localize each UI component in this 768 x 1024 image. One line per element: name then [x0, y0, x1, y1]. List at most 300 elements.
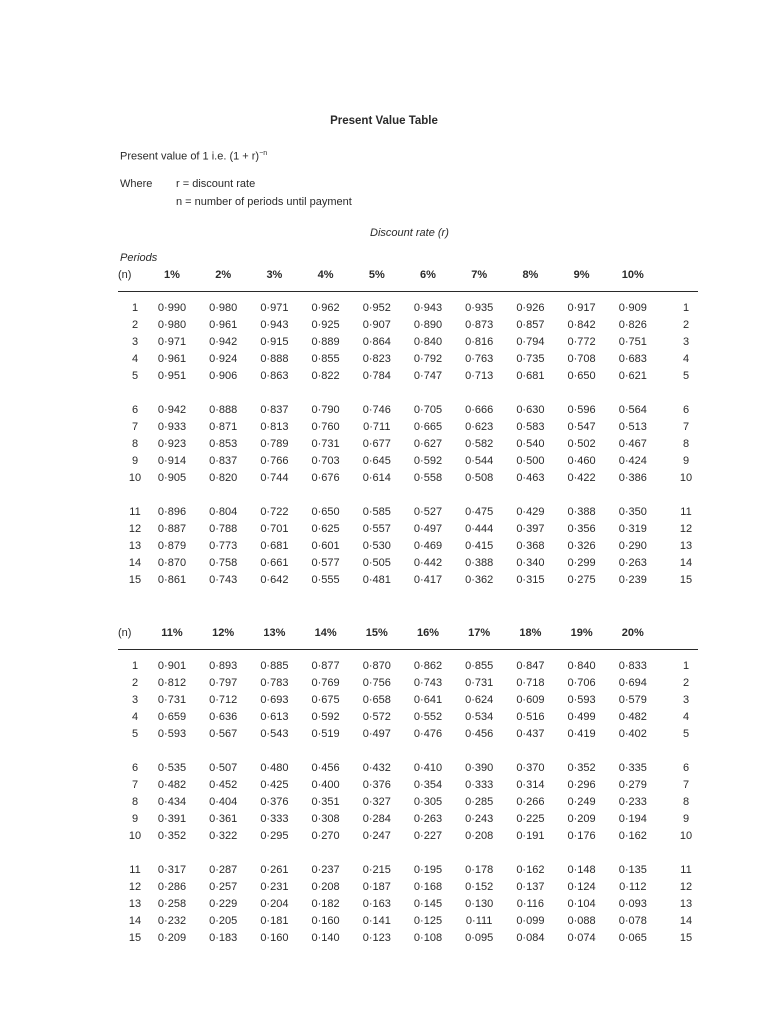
value-cell: 0·772	[567, 336, 596, 348]
period-cell-right: 13	[679, 540, 693, 552]
value-cell: 0·209	[157, 932, 187, 944]
value-cell: 0·666	[465, 404, 494, 416]
table-row	[118, 932, 698, 949]
table-row	[118, 830, 698, 847]
value-cell: 0·837	[209, 455, 238, 467]
table-row	[118, 319, 698, 336]
value-cell: 0·917	[567, 302, 596, 314]
period-cell: 12	[128, 881, 142, 893]
table-row	[118, 404, 698, 421]
table-row	[118, 660, 698, 677]
value-cell: 0·555	[311, 574, 340, 586]
value-cell: 0·152	[465, 881, 494, 893]
value-cell: 0·583	[516, 421, 545, 433]
value-cell: 0·284	[362, 813, 391, 825]
value-cell: 0·296	[567, 779, 596, 791]
value-cell: 0·279	[618, 779, 647, 791]
value-cell: 0·476	[413, 728, 443, 740]
value-cell: 0·661	[260, 557, 289, 569]
value-cell: 0·469	[413, 540, 443, 552]
value-cell: 0·935	[465, 302, 494, 314]
value-cell: 0·592	[413, 455, 443, 467]
value-cell: 0·209	[567, 813, 596, 825]
value-cell: 0·507	[209, 762, 238, 774]
value-cell: 0·402	[618, 728, 647, 740]
table-row	[118, 762, 698, 779]
value-cell: 0·099	[516, 915, 545, 927]
value-cell: 0·642	[260, 574, 289, 586]
period-cell: 6	[131, 762, 139, 774]
value-cell: 0·350	[618, 506, 647, 518]
rate-header: 17%	[468, 627, 491, 639]
table-body	[118, 660, 698, 949]
header-rule	[118, 291, 698, 292]
value-cell: 0·693	[260, 694, 289, 706]
value-cell: 0·437	[516, 728, 545, 740]
value-cell: 0·475	[465, 506, 494, 518]
table-row	[118, 796, 698, 813]
value-cell: 0·909	[618, 302, 647, 314]
rate-header: 15%	[365, 627, 388, 639]
period-cell-right: 14	[679, 557, 693, 569]
period-cell-right: 11	[680, 864, 692, 876]
value-cell: 0·914	[157, 455, 187, 467]
value-cell: 0·601	[311, 540, 340, 552]
value-cell: 0·826	[618, 319, 647, 331]
value-cell: 0·855	[311, 353, 340, 365]
value-cell: 0·677	[362, 438, 391, 450]
value-cell: 0·823	[362, 353, 391, 365]
value-cell: 0·572	[362, 711, 391, 723]
value-cell: 0·424	[618, 455, 647, 467]
value-cell: 0·713	[465, 370, 494, 382]
value-cell: 0·783	[260, 677, 289, 689]
value-cell: 0·614	[362, 472, 391, 484]
period-cell-right: 13	[679, 898, 693, 910]
value-cell: 0·463	[516, 472, 545, 484]
rate-header: 6%	[420, 269, 436, 281]
value-cell: 0·327	[362, 796, 391, 808]
value-cell: 0·442	[413, 557, 443, 569]
value-cell: 0·482	[618, 711, 647, 723]
value-cell: 0·340	[516, 557, 545, 569]
value-cell: 0·564	[618, 404, 647, 416]
value-cell: 0·842	[567, 319, 596, 331]
table-row	[118, 677, 698, 694]
period-cell: 11	[129, 864, 141, 876]
value-cell: 0·243	[465, 813, 494, 825]
value-cell: 0·295	[260, 830, 289, 842]
value-cell: 0·924	[209, 353, 238, 365]
value-cell: 0·694	[618, 677, 647, 689]
period-cell: 8	[131, 438, 139, 450]
value-cell: 0·744	[260, 472, 289, 484]
rate-header: 18%	[519, 627, 542, 639]
value-cell: 0·397	[516, 523, 545, 535]
value-cell: 0·299	[567, 557, 596, 569]
value-cell: 0·888	[209, 404, 238, 416]
period-cell-right: 14	[679, 915, 693, 927]
value-cell: 0·065	[618, 932, 647, 944]
value-cell: 0·263	[618, 557, 647, 569]
value-cell: 0·116	[516, 898, 545, 910]
value-cell: 0·609	[516, 694, 545, 706]
value-cell: 0·879	[157, 540, 187, 552]
value-cell: 0·229	[209, 898, 238, 910]
value-cell: 0·191	[516, 830, 545, 842]
value-cell: 0·896	[157, 506, 187, 518]
value-cell: 0·873	[465, 319, 494, 331]
value-cell: 0·773	[209, 540, 238, 552]
value-cell: 0·870	[362, 660, 391, 672]
rate-header: 13%	[263, 627, 286, 639]
table-row	[118, 574, 698, 591]
value-cell: 0·837	[260, 404, 289, 416]
value-cell: 0·124	[567, 881, 596, 893]
period-cell: 9	[131, 813, 139, 825]
period-cell: 3	[131, 694, 139, 706]
value-cell: 0·804	[209, 506, 238, 518]
value-cell: 0·162	[618, 830, 647, 842]
value-cell: 0·456	[311, 762, 340, 774]
table-row	[118, 336, 698, 353]
value-cell: 0·351	[311, 796, 340, 808]
value-cell: 0·630	[516, 404, 545, 416]
value-cell: 0·731	[311, 438, 340, 450]
value-cell: 0·123	[362, 932, 391, 944]
value-cell: 0·840	[413, 336, 443, 348]
rate-header: 19%	[570, 627, 593, 639]
value-cell: 0·333	[260, 813, 289, 825]
value-cell: 0·104	[567, 898, 596, 910]
value-cell: 0·305	[413, 796, 443, 808]
value-cell: 0·432	[362, 762, 391, 774]
value-cell: 0·915	[260, 336, 289, 348]
value-cell: 0·840	[567, 660, 596, 672]
table-row	[118, 421, 698, 438]
value-cell: 0·816	[465, 336, 494, 348]
rate-header: 12%	[212, 627, 235, 639]
value-cell: 0·263	[413, 813, 443, 825]
table-row	[118, 370, 698, 387]
value-cell: 0·319	[618, 523, 647, 535]
rate-header: 7%	[471, 269, 488, 281]
period-cell: 15	[128, 574, 142, 586]
table-row	[118, 694, 698, 711]
value-cell: 0·980	[157, 319, 187, 331]
value-cell: 0·722	[260, 506, 289, 518]
value-cell: 0·513	[618, 421, 647, 433]
rate-header: 10%	[621, 269, 644, 281]
value-cell: 0·419	[567, 728, 596, 740]
period-cell: 1	[131, 302, 139, 314]
period-cell-right: 7	[682, 421, 690, 433]
value-cell: 0·887	[157, 523, 187, 535]
table-row	[118, 438, 698, 455]
value-cell: 0·467	[618, 438, 647, 450]
value-cell: 0·390	[465, 762, 494, 774]
value-cell: 0·885	[260, 660, 289, 672]
value-cell: 0·163	[362, 898, 391, 910]
value-cell: 0·901	[157, 660, 187, 672]
value-cell: 0·093	[618, 898, 647, 910]
value-cell: 0·388	[465, 557, 494, 569]
value-cell: 0·582	[465, 438, 494, 450]
period-cell-right: 9	[682, 813, 690, 825]
table-row	[118, 302, 698, 319]
period-cell-right: 10	[679, 472, 693, 484]
value-cell: 0·794	[516, 336, 545, 348]
value-cell: 0·361	[209, 813, 238, 825]
periods-label: Periods	[120, 252, 158, 264]
value-cell: 0·962	[311, 302, 340, 314]
value-cell: 0·417	[413, 574, 443, 586]
value-cell: 0·906	[209, 370, 238, 382]
value-cell: 0·095	[465, 932, 494, 944]
value-cell: 0·743	[413, 677, 443, 689]
value-cell: 0·747	[413, 370, 443, 382]
value-cell: 0·890	[413, 319, 443, 331]
value-cell: 0·205	[209, 915, 238, 927]
value-cell: 0·352	[567, 762, 596, 774]
table-row	[118, 540, 698, 557]
value-cell: 0·322	[209, 830, 238, 842]
value-cell: 0·567	[209, 728, 238, 740]
formula-exponent: −n	[259, 150, 268, 157]
value-cell: 0·547	[567, 421, 596, 433]
period-cell-right: 5	[682, 370, 690, 382]
value-cell: 0·148	[567, 864, 596, 876]
table-row	[118, 813, 698, 830]
value-cell: 0·712	[209, 694, 238, 706]
value-cell: 0·889	[311, 336, 340, 348]
value-cell: 0·183	[209, 932, 238, 944]
period-cell: 13	[128, 898, 142, 910]
value-cell: 0·877	[311, 660, 340, 672]
value-cell: 0·386	[618, 472, 647, 484]
where-line-n: n = number of periods until payment	[176, 196, 352, 208]
period-cell: 11	[129, 506, 141, 518]
value-cell: 0·182	[311, 898, 340, 910]
value-cell: 0·460	[567, 455, 596, 467]
value-cell: 0·480	[260, 762, 289, 774]
value-cell: 0·812	[157, 677, 187, 689]
period-cell-right: 9	[682, 455, 690, 467]
period-cell-right: 3	[682, 336, 690, 348]
value-cell: 0·905	[157, 472, 187, 484]
value-cell: 0·084	[516, 932, 545, 944]
value-cell: 0·833	[618, 660, 647, 672]
value-cell: 0·195	[413, 864, 443, 876]
value-cell: 0·961	[209, 319, 238, 331]
value-cell: 0·315	[516, 574, 545, 586]
value-cell: 0·925	[311, 319, 340, 331]
value-cell: 0·181	[260, 915, 289, 927]
value-cell: 0·285	[465, 796, 494, 808]
value-cell: 0·624	[465, 694, 494, 706]
rate-header: 3%	[266, 269, 283, 281]
rate-header: 8%	[522, 269, 539, 281]
value-cell: 0·907	[362, 319, 391, 331]
value-cell: 0·943	[413, 302, 443, 314]
value-cell: 0·758	[209, 557, 238, 569]
value-cell: 0·227	[413, 830, 443, 842]
value-cell: 0·481	[362, 574, 391, 586]
value-cell: 0·681	[516, 370, 545, 382]
value-cell: 0·961	[157, 353, 187, 365]
value-cell: 0·893	[209, 660, 238, 672]
value-cell: 0·452	[209, 779, 238, 791]
value-cell: 0·658	[362, 694, 391, 706]
value-cell: 0·135	[618, 864, 647, 876]
value-cell: 0·705	[413, 404, 443, 416]
period-cell-right: 6	[682, 404, 690, 416]
value-cell: 0·535	[157, 762, 187, 774]
value-cell: 0·317	[157, 864, 187, 876]
table-row	[118, 506, 698, 523]
value-cell: 0·482	[157, 779, 187, 791]
value-cell: 0·130	[465, 898, 494, 910]
value-cell: 0·204	[260, 898, 289, 910]
table-row	[118, 915, 698, 932]
period-cell: 2	[131, 677, 139, 689]
value-cell: 0·335	[618, 762, 647, 774]
value-cell: 0·231	[260, 881, 289, 893]
value-cell: 0·208	[465, 830, 494, 842]
value-cell: 0·665	[413, 421, 443, 433]
value-cell: 0·160	[311, 915, 340, 927]
value-cell: 0·596	[567, 404, 596, 416]
value-cell: 0·933	[157, 421, 187, 433]
period-cell: 6	[131, 404, 139, 416]
value-cell: 0·275	[567, 574, 596, 586]
value-cell: 0·558	[413, 472, 443, 484]
period-cell-right: 4	[682, 353, 690, 365]
value-cell: 0·711	[363, 421, 391, 433]
table-row	[118, 881, 698, 898]
value-cell: 0·861	[157, 574, 187, 586]
value-cell: 0·108	[413, 932, 443, 944]
value-cell: 0·676	[311, 472, 340, 484]
value-cell: 0·971	[157, 336, 187, 348]
value-cell: 0·160	[260, 932, 289, 944]
value-cell: 0·497	[362, 728, 391, 740]
value-cell: 0·853	[209, 438, 238, 450]
period-cell-right: 3	[682, 694, 690, 706]
value-cell: 0·857	[516, 319, 545, 331]
period-cell-right: 8	[682, 796, 690, 808]
table-row	[118, 864, 698, 881]
value-cell: 0·497	[413, 523, 443, 535]
value-cell: 0·249	[567, 796, 596, 808]
value-cell: 0·746	[362, 404, 391, 416]
period-cell-right: 10	[679, 830, 693, 842]
value-cell: 0·258	[157, 898, 187, 910]
value-cell: 0·990	[157, 302, 187, 314]
value-cell: 0·505	[362, 557, 391, 569]
value-cell: 0·766	[260, 455, 289, 467]
value-cell: 0·237	[311, 864, 340, 876]
value-cell: 0·718	[516, 677, 545, 689]
value-cell: 0·137	[516, 881, 545, 893]
value-cell: 0·261	[260, 864, 289, 876]
value-cell: 0·530	[362, 540, 391, 552]
value-cell: 0·923	[157, 438, 187, 450]
value-cell: 0·162	[516, 864, 545, 876]
value-cell: 0·731	[157, 694, 187, 706]
period-cell: 13	[128, 540, 142, 552]
rate-header: 5%	[368, 269, 385, 281]
period-cell-right: 11	[680, 506, 692, 518]
value-cell: 0·756	[362, 677, 391, 689]
value-cell: 0·444	[465, 523, 494, 535]
value-cell: 0·519	[311, 728, 340, 740]
value-cell: 0·951	[157, 370, 187, 382]
value-cell: 0·232	[157, 915, 187, 927]
period-cell: 5	[131, 728, 139, 740]
value-cell: 0·208	[311, 881, 340, 893]
period-cell-right: 12	[679, 881, 693, 893]
value-cell: 0·111	[465, 915, 493, 927]
value-cell: 0·760	[311, 421, 340, 433]
value-cell: 0·400	[311, 779, 340, 791]
value-cell: 0·145	[413, 898, 443, 910]
value-cell: 0·579	[618, 694, 647, 706]
value-cell: 0·625	[311, 523, 340, 535]
value-cell: 0·508	[465, 472, 494, 484]
value-cell: 0·822	[311, 370, 340, 382]
table-body	[118, 302, 698, 591]
period-cell-right: 12	[679, 523, 693, 535]
value-cell: 0·388	[567, 506, 596, 518]
value-cell: 0·621	[618, 370, 647, 382]
value-cell: 0·376	[362, 779, 391, 791]
value-cell: 0·516	[516, 711, 545, 723]
value-cell: 0·971	[260, 302, 289, 314]
value-cell: 0·980	[209, 302, 238, 314]
value-cell: 0·650	[311, 506, 340, 518]
period-cell: 1	[131, 660, 139, 672]
value-cell: 0·683	[618, 353, 647, 365]
value-cell: 0·952	[362, 302, 391, 314]
value-cell: 0·404	[209, 796, 238, 808]
rate-header: 1%	[164, 269, 180, 281]
formula-text: Present value of 1 i.e. (1 + r)	[120, 150, 260, 163]
value-cell: 0·627	[413, 438, 443, 450]
period-header: (n)	[118, 627, 132, 639]
table-row	[118, 353, 698, 370]
value-cell: 0·410	[413, 762, 443, 774]
value-cell: 0·888	[260, 353, 289, 365]
value-cell: 0·593	[157, 728, 187, 740]
value-cell: 0·847	[516, 660, 545, 672]
value-cell: 0·743	[209, 574, 238, 586]
value-cell: 0·871	[209, 421, 238, 433]
value-cell: 0·751	[618, 336, 647, 348]
value-cell: 0·540	[516, 438, 545, 450]
value-cell: 0·585	[362, 506, 391, 518]
value-cell: 0·552	[413, 711, 443, 723]
period-cell: 15	[128, 932, 142, 944]
value-cell: 0·942	[209, 336, 238, 348]
table-row	[118, 711, 698, 728]
value-cell: 0·544	[465, 455, 494, 467]
value-cell: 0·659	[157, 711, 187, 723]
value-cell: 0·527	[413, 506, 443, 518]
period-header: (n)	[118, 269, 132, 281]
period-cell-right: 1	[682, 660, 690, 672]
value-cell: 0·178	[465, 864, 494, 876]
